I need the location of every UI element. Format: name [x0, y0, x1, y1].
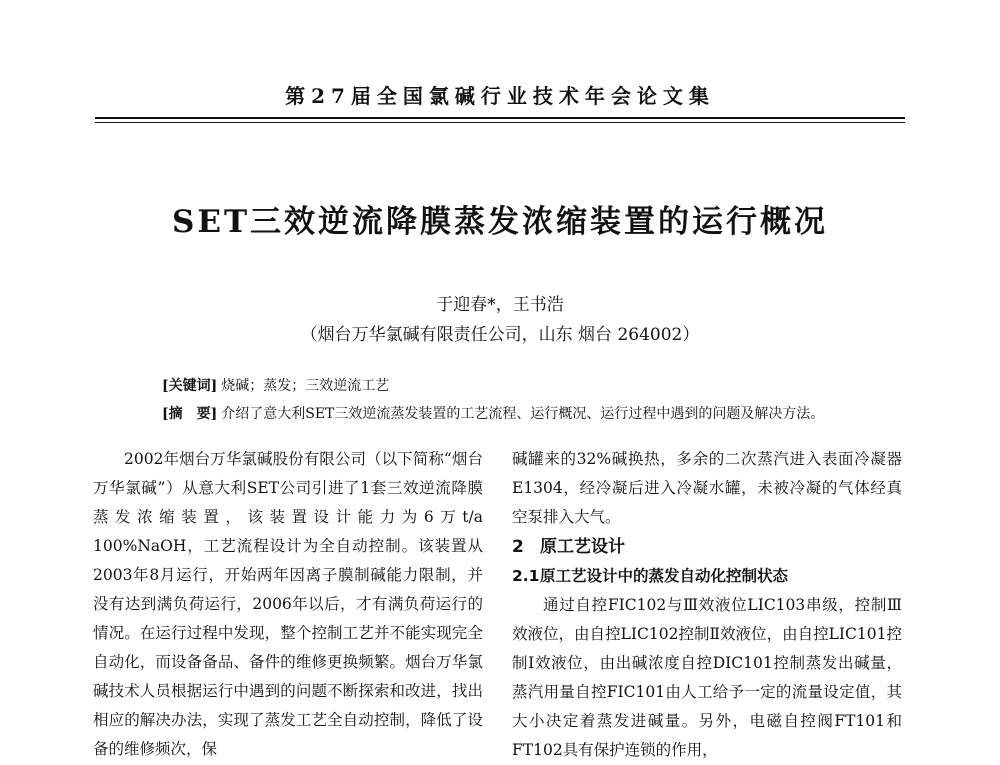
section-2-1-heading — [512, 562, 902, 591]
left-column — [93, 445, 483, 764]
abstract-text: 介绍了意大利SET三效逆流蒸发装置的工艺流程、运行概况、运行过程中遇到的问题及解决方法。 — [221, 406, 825, 422]
section-2-title: 原工艺设计 — [540, 537, 625, 557]
right-column — [512, 445, 902, 765]
section-2-heading — [512, 532, 902, 562]
header-rule-thin — [95, 122, 905, 123]
paper-title: SET三效逆流降膜蒸发浓缩装置的运行概况 — [171, 204, 829, 240]
section-2-1-paragraph: 通过自控FIC102与Ⅲ效液位LIC103串级，控制Ⅲ效液位，由自控LIC102控制Ⅱ效液位，由自控LIC101控制Ⅰ效液位，由出碱浓度自控DIC101控制蒸发出碱量，蒸汽用量自控FIC101由人工给予一定的流量设定值，其大小决定着蒸发进碱量。另外，电磁自控阀FT101和FT102具有保护连锁的作用， — [512, 596, 902, 759]
keywords-label: [关键词] — [162, 378, 218, 394]
section-2-1-title: 原工艺设计中的蒸发自动化控制状态 — [540, 567, 789, 585]
intro-paragraph: 2002年烟台万华氯碱股份有限公司（以下简称“烟台万华氯碱”）从意大利SET公司引进了1套三效逆流降膜蒸发浓缩装置，该装置设计能力为6万t/a 100%NaOH，工艺流程设计为全自动控制。该装置从2003年8月运行，开始两年因离子膜制碱能力限制，并没有达到满负荷运行，2006年以后，才有满负荷运行的情况。在运行过程中发现，整个控制工艺并不能实现完全自动化，而设备备品、备件的维修更换频繁。烟台万华氯碱技术人员根据运行中遇到的问题不断探索和改进，找出相应的解决办法，实现了蒸发工艺全自动控制，降低了设备的维修频次，保 — [93, 450, 483, 758]
abstract-label: [摘 要] — [162, 406, 218, 422]
affiliation: （烟台万华氯碱有限责任公司，山东 烟台 264002） — [300, 325, 700, 345]
section-2-1-number: 2.1 — [512, 567, 540, 585]
keywords-text: 烧碱；蒸发；三效逆流工艺 — [221, 378, 390, 394]
abstract-line — [162, 403, 922, 423]
journal-header: 第27届全国氯碱行业技术年会论文集 — [285, 84, 715, 108]
continuation-paragraph: 碱罐来的32%碱换热，多余的二次蒸汽进入表面冷凝器E1304，经冷凝后进入冷凝水罐，未被冷凝的气体经真空泵排入大气。 — [512, 450, 902, 526]
authors: 于迎春*，王书浩 — [436, 295, 564, 315]
keywords-line — [162, 375, 922, 395]
section-2-number: 2 — [512, 537, 524, 557]
header-rule — [95, 117, 905, 119]
